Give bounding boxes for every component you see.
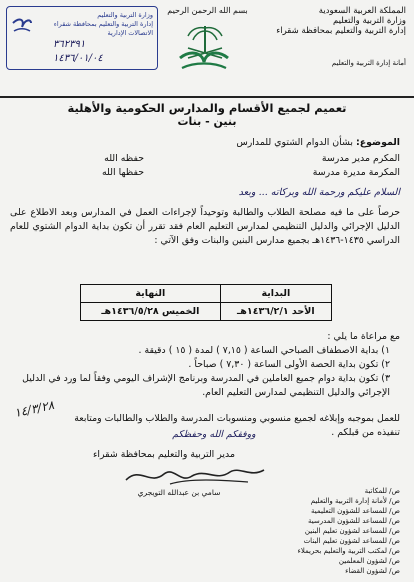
- signatory-name: سامي بن عبدالله التويجري: [137, 488, 221, 497]
- table-header-end: النهاية: [81, 285, 221, 303]
- addressee-male: المكرم مدير مدرسة: [321, 153, 400, 164]
- list-item: ص/ لشؤون المعلمين: [338, 557, 400, 565]
- subject-line: [10, 136, 400, 150]
- list-item: ص/ للمساعد لشؤون تعليم البنين: [304, 527, 400, 535]
- winter-schedule-table: [80, 284, 332, 321]
- list-item: ٢) تكون بداية الحصة الأولى الساعة ( ٧,٣٠ ) صباحاً .: [188, 359, 390, 370]
- letterhead-line: وزارة التربية والتعليم: [333, 16, 406, 26]
- list-item: ٣) تكون بداية دوام جميع العاملين في المدرسة وبرنامج الإشراف اليومي وفقاً لما ورد في الدليل الإجرائي والدليل التنظيمي لمدارس التعليم العام.: [22, 373, 390, 398]
- signatory-title: مدير التربية والتعليم بمحافظة شقراء: [92, 449, 235, 460]
- letterhead-line: المملكة العربية السعودية: [318, 6, 406, 16]
- start-date-cell: الأحد ١٤٣٦/٢/١هـ: [220, 303, 331, 321]
- list-item: ص/ للمساعد للشؤون المدرسية: [308, 517, 400, 525]
- subject-text: بشأن الدوام الشتوي للمدارس: [236, 137, 354, 148]
- stamp-logo-icon: [11, 15, 33, 37]
- header-divider: [0, 96, 414, 98]
- table-header-row: [81, 285, 332, 303]
- letterhead-line: أمانة إدارة التربية والتعليم: [331, 59, 406, 67]
- addressee-female-closing: حفظها الله: [102, 167, 144, 178]
- circular-title: تعميم لجميع الأقسام والمدارس الحكومية والأهلية: [67, 101, 347, 115]
- ministry-logo-icon: [176, 48, 232, 74]
- list-item: ص/ لأمانة إدارة التربية والتعليم: [310, 497, 400, 505]
- handwritten-date: ١٤/٣/٢٨: [12, 397, 56, 421]
- basmala: بسم الله الرحمن الرحيم: [167, 6, 248, 15]
- closing-wishes: ووفقكم الله وحفظكم: [172, 429, 256, 440]
- notes-intro: مع مراعاة ما يلي :: [327, 331, 400, 342]
- notes-list: [10, 344, 390, 400]
- greeting: السلام عليكم ورحمة الله وبركاته ... وبعد: [238, 187, 400, 198]
- addressee-male-closing: حفظه الله: [104, 153, 144, 164]
- list-item: ص/ لمكتب التربية والتعليم بحريملاء: [297, 547, 400, 555]
- list-item: ص/ للمساعد للشؤون التعليمية: [311, 507, 400, 515]
- table-header-start: البداية: [220, 285, 331, 303]
- letterhead-ministry: [256, 6, 406, 68]
- closing-instruction: للعمل بموجبه وإبلاغه لجميع منسوبي ومنسوبات المدرسة والطلاب والطالبات ومتابعة تنفيذه من قبلكم .: [74, 413, 400, 438]
- stamp-line: إدارة التربية والتعليم بمحافظة شقراء: [53, 20, 153, 28]
- stamp-number: ٣٦٢٣٩١: [53, 39, 86, 50]
- subject-label: الموضوع:: [356, 137, 400, 148]
- list-item: ١) بداية الاصطفاف الصباحي الساعة ( ٧,١٥ ) لمدة ( ١٥ ) دقيقة .: [138, 345, 390, 356]
- circular-subtitle: بنين - بنات: [177, 115, 237, 128]
- end-date-cell: الخميس ١٤٣٦/٥/٢٨هـ: [81, 303, 221, 321]
- stamp-line: وزارة التربية والتعليم: [97, 11, 153, 19]
- signature-scribble-icon: [120, 462, 270, 490]
- table-row: [81, 303, 332, 321]
- list-item: ص/ لشؤون القضاء: [345, 567, 400, 575]
- stamp-date: ١٤٣٦/٠١/٠٤: [53, 53, 103, 64]
- letterhead-line: إدارة التربية والتعليم بمحافظة شقراء: [276, 26, 406, 36]
- list-item: ص/ للمساعد لشؤون تعليم البنات: [303, 537, 400, 545]
- list-item: ص/ للمكاتبة: [364, 487, 400, 495]
- cc-list: [250, 486, 400, 576]
- main-paragraph: حرصاً على ما فيه مصلحة الطلاب والطالبة وتوحيداً لإجراءات العمل في المدارس وبعد الاطلاع على الدليل الإجرائي والدليل التنظيمي لمدارس التعليم العام فقد تقرر أن تكون بداية الدوام الشتوي للعام الدراسي ١٤٣٥-١٤٣٦هـ بجميع مدارس البنين والبنات وفق الآتي :: [10, 207, 400, 246]
- addressee-female: المكرمة مديرة مدرسة: [312, 167, 400, 178]
- stamp-line: الاتصالات الإدارية: [107, 29, 153, 37]
- registry-stamp: [6, 6, 158, 70]
